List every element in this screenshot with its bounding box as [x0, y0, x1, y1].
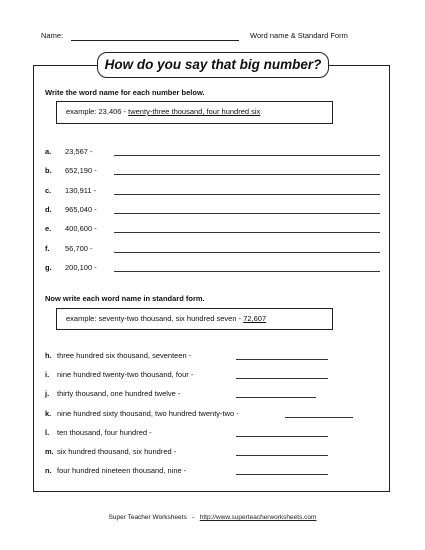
section2-example-box — [56, 308, 333, 330]
answer-line[interactable] — [285, 417, 353, 418]
item-number: 652,190 - — [65, 166, 97, 176]
item-letter: b. — [45, 166, 52, 176]
item-text: nine hundred sixty thousand, two hundred twenty-two - — [57, 408, 239, 418]
section1-instruction: Write the word name for each number below. — [45, 88, 205, 97]
word-name-item — [45, 147, 93, 156]
item-letter: n. — [45, 466, 52, 476]
item-letter: f. — [45, 243, 50, 253]
item-number: 965,040 - — [65, 204, 97, 214]
item-letter: d. — [45, 204, 52, 214]
answer-line[interactable] — [114, 155, 380, 156]
footer-separator: - — [192, 514, 195, 521]
item-text: six hundred thousand, six hundred - — [57, 447, 177, 456]
item-text: thirty thousand, one hundred twelve - — [57, 389, 181, 399]
answer-line[interactable] — [114, 271, 380, 272]
item-text: four hundred nineteen thousand, nine - — [57, 466, 187, 476]
word-name-item — [45, 224, 97, 233]
section1-example-answer: twenty-three thousand, four hundred six — [128, 107, 261, 116]
word-name-item — [45, 186, 96, 195]
word-name-item — [45, 263, 97, 272]
item-text: nine hundred twenty-two thousand, four - — [57, 370, 194, 380]
answer-line[interactable] — [236, 378, 328, 379]
item-number: 23,567 - — [65, 147, 93, 156]
standard-form-item — [45, 389, 180, 398]
standard-form-item — [45, 370, 193, 379]
answer-line[interactable] — [236, 359, 328, 360]
answer-line[interactable] — [236, 474, 328, 475]
footer-brand: Super Teacher Worksheets — [108, 514, 187, 521]
item-letter: l. — [45, 427, 50, 437]
standard-form-item — [45, 428, 152, 437]
answer-line[interactable] — [236, 455, 328, 456]
item-text: three hundred six thousand, seventeen - — [57, 351, 192, 360]
section2-example-answer: 72,607 — [243, 314, 267, 323]
footer — [0, 514, 425, 521]
item-number: 130,911 - — [65, 185, 97, 195]
section2-instruction: Now write each word name in standard form. — [45, 294, 205, 303]
answer-line[interactable] — [114, 194, 380, 195]
footer-link[interactable]: http://www.superteacherworksheets.com — [199, 514, 317, 521]
answer-line[interactable] — [114, 174, 380, 175]
answer-line[interactable] — [236, 397, 316, 398]
standard-form-item — [45, 409, 239, 418]
item-letter: a. — [45, 147, 52, 156]
answer-line[interactable] — [114, 232, 380, 233]
section1-example-box — [56, 101, 333, 124]
worksheet-topic: Word name & Standard Form — [250, 31, 348, 40]
item-letter: h. — [45, 351, 52, 360]
item-text: ten thousand, four hundred - — [57, 427, 152, 437]
item-letter: i. — [45, 370, 50, 380]
standard-form-item — [45, 466, 186, 475]
item-letter: m. — [45, 447, 54, 456]
standard-form-item — [45, 447, 176, 456]
item-number: 200,100 - — [65, 262, 97, 272]
answer-line[interactable] — [114, 252, 380, 253]
word-name-item — [45, 244, 93, 253]
word-name-item — [45, 205, 97, 214]
item-letter: c. — [45, 185, 52, 195]
item-letter: j. — [45, 389, 50, 399]
item-number: 400,600 - — [65, 224, 97, 234]
name-input-line[interactable] — [71, 31, 239, 41]
name-label: Name: — [41, 31, 64, 40]
item-letter: e. — [45, 224, 52, 234]
section1-example-prefix: example: 23,406 - — [66, 107, 127, 116]
item-number: 56,700 - — [65, 243, 93, 253]
item-letter: g. — [45, 262, 52, 272]
answer-line[interactable] — [236, 436, 328, 437]
answer-line[interactable] — [114, 213, 380, 214]
item-letter: k. — [45, 408, 52, 418]
standard-form-item — [45, 351, 191, 360]
word-name-item — [45, 166, 97, 175]
worksheet-title: How do you say that big number? — [97, 52, 329, 78]
section2-example-prefix: example: seventy-two thousand, six hundred seven - — [66, 314, 242, 323]
